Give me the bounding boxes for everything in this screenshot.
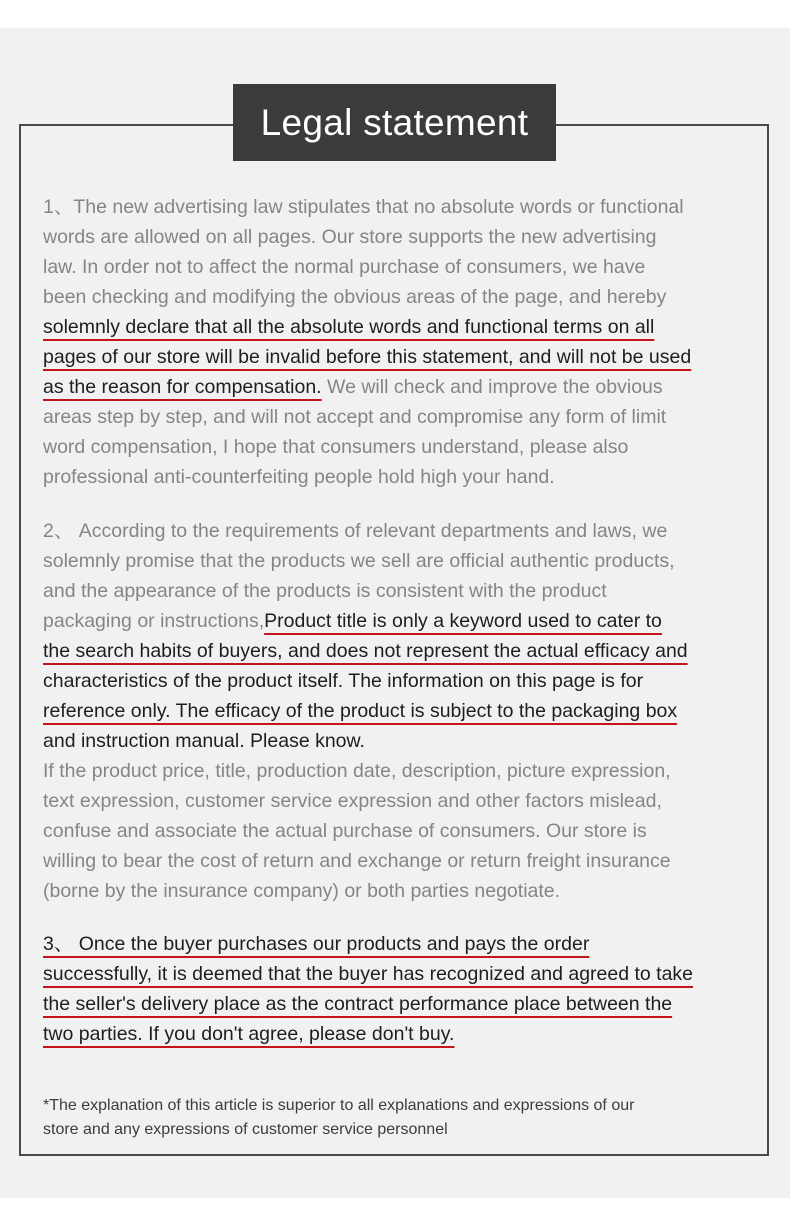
footnote-line: store and any expressions of customer service personnel <box>43 1121 448 1138</box>
section-2-line: and the appearance of the products is consistent with the product <box>43 580 607 602</box>
section-1-emphasis-line: pages of our store will be invalid before this statement, and will not be used <box>43 346 692 368</box>
section-2-line: If the product price, title, production date, description, picture expression, <box>43 760 671 782</box>
section-2-prefix: packaging or instructions, <box>43 610 265 632</box>
section-1-line: word compensation, I hope that consumers understand, please also <box>43 436 629 458</box>
section-2-emphasis-line: and instruction manual. Please know. <box>43 730 365 752</box>
section-3 <box>43 929 747 1049</box>
section-2-emphasis-line: Product title is only a keyword used to cater to <box>264 610 662 632</box>
page-title: Legal statement <box>233 84 556 161</box>
section-2-line: confuse and associate the actual purchase of consumers. Our store is <box>43 820 647 842</box>
section-3-emphasis-line: successfully, it is deemed that the buyer has recognized and agreed to take <box>43 963 694 985</box>
footnote <box>43 1094 743 1142</box>
section-2-emphasis-line: reference only. The efficacy of the product is subject to the packaging box <box>43 700 678 722</box>
section-2-line: solemnly promise that the products we sell are official authentic products, <box>43 550 675 572</box>
section-2 <box>43 516 747 906</box>
section-2-emphasis-line: characteristics of the product itself. The information on this page is for <box>43 670 644 692</box>
section-1-line: areas step by step, and will not accept and compromise any form of limit <box>43 406 667 428</box>
section-1-emphasis-line: as the reason for compensation. <box>43 376 322 398</box>
section-2-line: (borne by the insurance company) or both parties negotiate. <box>43 880 561 902</box>
section-1-line: words are allowed on all pages. Our store supports the new advertising <box>43 226 657 248</box>
section-1-line: law. In order not to affect the normal purchase of consumers, we have <box>43 256 646 278</box>
section-2-line: 2、 According to the requirements of relevant departments and laws, we <box>43 520 668 542</box>
section-1 <box>43 192 747 492</box>
legal-statement-page <box>0 28 790 1198</box>
section-1-line: professional anti-counterfeiting people hold high your hand. <box>43 466 555 488</box>
section-2-line: text expression, customer service expression and other factors mislead, <box>43 790 662 812</box>
section-1-line: been checking and modifying the obvious areas of the page, and hereby <box>43 286 667 308</box>
statement-content <box>43 192 747 1049</box>
section-2-emphasis-line: the search habits of buyers, and does not represent the actual efficacy and <box>43 640 688 662</box>
footnote-line: *The explanation of this article is superior to all explanations and expressions of our <box>43 1097 635 1114</box>
section-1-line: 1、The new advertising law stipulates that no absolute words or functional <box>43 196 684 218</box>
section-3-emphasis-line: 3、 Once the buyer purchases our products and pays the order <box>43 933 590 955</box>
section-3-emphasis-line: the seller's delivery place as the contract performance place between the <box>43 993 673 1015</box>
section-2-line: willing to bear the cost of return and exchange or return freight insurance <box>43 850 671 872</box>
section-1-tail-start: We will check and improve the obvious <box>321 376 663 398</box>
section-1-emphasis-line: solemnly declare that all the absolute words and functional terms on all <box>43 316 655 338</box>
section-3-emphasis-line: two parties. If you don't agree, please don't buy. <box>43 1023 455 1045</box>
